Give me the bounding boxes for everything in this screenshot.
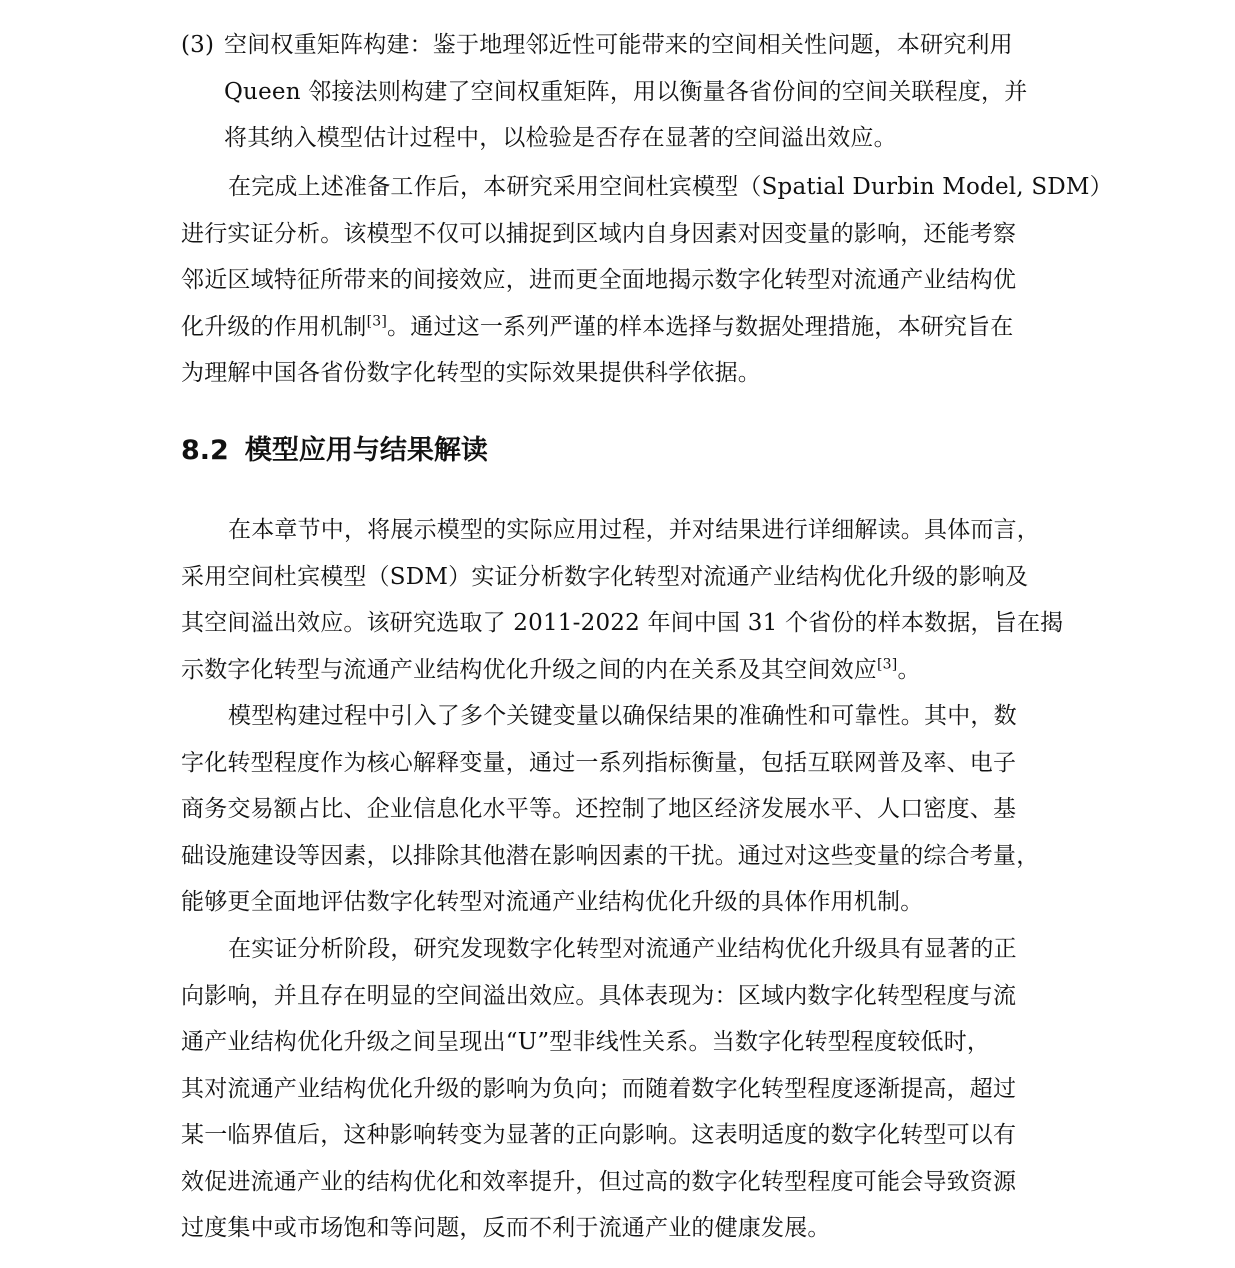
- text-line: 在完成上述准备工作后，本研究采用空间杜宾模型（Spatial Durbin Model, SDM）: [228, 174, 1113, 200]
- section-number: 8.2: [181, 435, 229, 466]
- text-segment: 。: [897, 656, 921, 683]
- text-line: [181, 304, 1061, 351]
- paragraph-model-choice: [181, 164, 1113, 397]
- text-line: 通产业结构优化升级之间呈现出“U”型非线性关系。当数字化转型程度较低时，: [181, 1029, 991, 1055]
- text-segment: 化升级的作用机制: [181, 313, 367, 340]
- citation-ref: [3]: [877, 655, 898, 672]
- text-line: 模型构建过程中引入了多个关键变量以确保结果的准确性和可靠性。其中，数: [228, 703, 1017, 729]
- text-line: Queen 邻接法则构建了空间权重矩阵，用以衡量各省份间的空间关联程度，并: [224, 78, 1028, 105]
- text-line: 过度集中或市场饱和等问题，反而不利于流通产业的健康发展。: [181, 1215, 831, 1241]
- text-line: [181, 647, 1061, 694]
- text-line: 进行实证分析。该模型不仅可以捕捉到区域内自身因素对因变量的影响，还能考察: [181, 220, 1017, 247]
- list-item-text: [224, 22, 1027, 162]
- paragraph-chapter-intro: [181, 507, 1064, 693]
- text-line: 在实证分析阶段，研究发现数字化转型对流通产业结构优化升级具有显著的正: [228, 936, 1017, 962]
- text-line: 将其纳入模型估计过程中，以检验是否存在显著的空间溢出效应。: [224, 125, 897, 151]
- text-line: 邻近区域特征所带来的间接效应，进而更全面地揭示数字化转型对流通产业结构优: [181, 267, 1017, 293]
- text-line: 为理解中国各省份数字化转型的实际效果提供科学依据。: [181, 360, 761, 386]
- text-segment: 。通过这一系列严谨的样本选择与数据处理措施，本研究旨在: [387, 313, 1014, 340]
- text-line: 在本章节中，将展示模型的实际应用过程，并对结果进行详细解读。具体而言，: [228, 517, 1040, 543]
- text-line: 其空间溢出效应。该研究选取了 2011-2022 年间中国 31 个省份的样本数据，旨在揭: [181, 610, 1064, 636]
- text-segment: 示数字化转型与流通产业结构优化升级之间的内在关系及其空间效应: [181, 656, 877, 683]
- section-heading: [181, 428, 488, 474]
- text-line: 商务交易额占比、企业信息化水平等。还控制了地区经济发展水平、人口密度、基: [181, 796, 1017, 822]
- text-line: 向影响，并且存在明显的空间溢出效应。具体表现为：区域内数字化转型程度与流: [181, 982, 1017, 1009]
- text-line: 能够更全面地评估数字化转型对流通产业结构优化升级的具体作用机制。: [181, 889, 924, 915]
- text-line: 某一临界值后，这种影响转变为显著的正向影响。这表明适度的数字化转型可以有: [181, 1122, 1017, 1148]
- text-line: 其对流通产业结构优化升级的影响为负向；而随着数字化转型程度逐渐提高，超过: [181, 1075, 1017, 1102]
- text-line: 效促进流通产业的结构优化和效率提升，但过高的数字化转型程度可能会导致资源: [181, 1168, 1017, 1195]
- paragraph-variables: [181, 693, 1061, 926]
- text-line: 字化转型程度作为核心解释变量，通过一系列指标衡量，包括互联网普及率、电子: [181, 749, 1017, 776]
- text-line: 采用空间杜宾模型（SDM）实证分析数字化转型对流通产业结构优化升级的影响及: [181, 563, 1029, 590]
- list-item-number: (3): [181, 32, 215, 58]
- citation-ref: [3]: [366, 312, 388, 329]
- text-line: 空间权重矩阵构建：鉴于地理邻近性可能带来的空间相关性问题，本研究利用: [224, 32, 1013, 58]
- section-title: 模型应用与结果解读: [244, 435, 488, 466]
- paragraph-empirical-findings: [181, 926, 1061, 1252]
- text-line: 础设施建设等因素，以排除其他潜在影响因素的干扰。通过对这些变量的综合考量，: [181, 842, 1040, 869]
